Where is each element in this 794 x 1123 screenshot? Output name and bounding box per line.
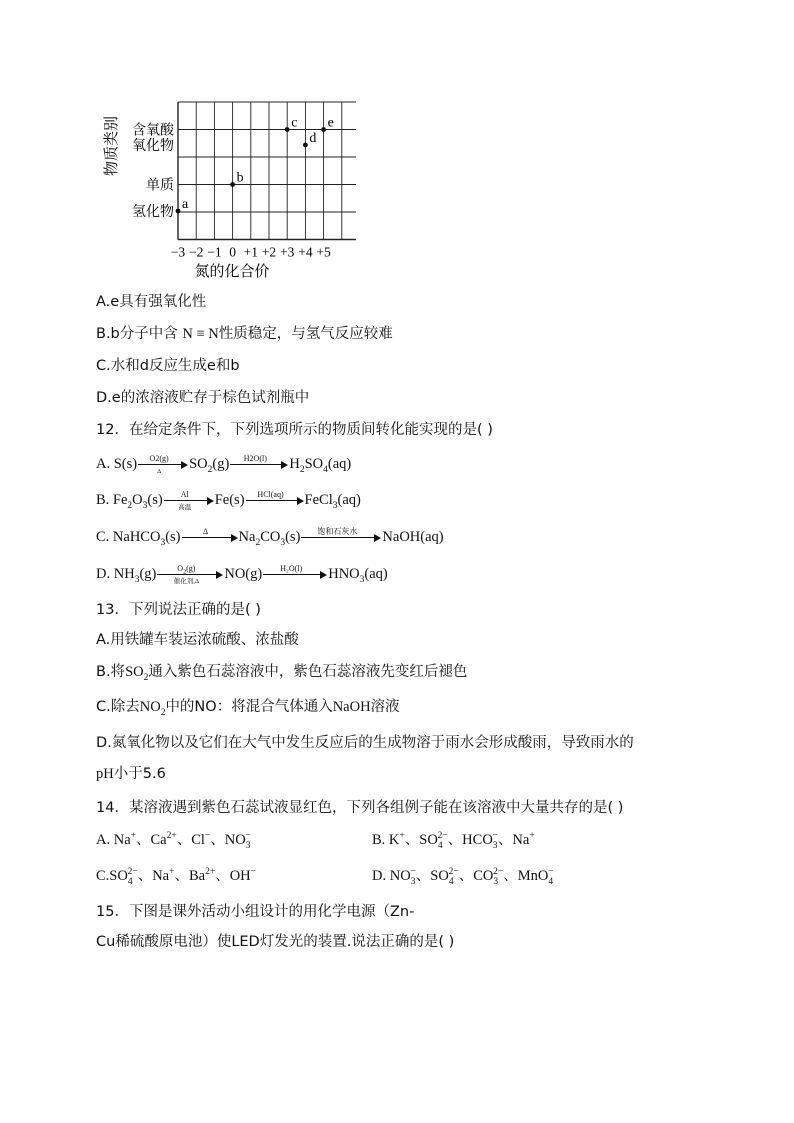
x-tick-label: +5	[316, 244, 331, 260]
valence-category-chart	[96, 88, 356, 288]
x-axis-title: 氮的化合价	[194, 264, 270, 280]
q13-option-d-line2: pH小于5.6	[96, 766, 166, 782]
q11-option-c: C.水和d反应生成e和b	[96, 358, 240, 374]
data-points	[176, 116, 334, 214]
q13-option-a: A.用铁罐车装运浓硫酸、浓盐酸	[96, 632, 299, 648]
q13-option-d-line1: D.氮氧化物以及它们在大气中发生反应后的生成物溶于雨水会形成酸雨，导致雨水的	[96, 735, 634, 751]
q14-option-a: A. Na+、$Ca^{2+}$、Cl−、$NO_3^-$	[96, 831, 251, 851]
data-point-label-e: e	[327, 115, 334, 131]
q14-option-d: D. $NO_3^-$、$SO_4^{2-}$、$CO_3^{2-}$、MnO$_4$−	[372, 867, 554, 887]
y-category-label: 氧化物	[132, 139, 174, 154]
data-point-label-a: a	[182, 197, 189, 212]
y-category-label: 氢化物	[132, 205, 174, 220]
y-category-label: 含氧酸	[132, 123, 174, 139]
x-tick-label: +1	[243, 244, 258, 260]
x-tick-label: −2	[189, 244, 204, 260]
q15-stem-line2: Cu稀硫酸原电池）使LED灯发光的装置.说法正确的是( )	[96, 934, 455, 950]
q11-option-d: D.e的浓溶液贮存于棕色试剂瓶中	[96, 390, 310, 406]
y-axis-title: 物质类别	[104, 115, 120, 177]
data-point-a	[176, 209, 181, 214]
data-point-label-d: d	[309, 131, 317, 146]
x-tick-label: 0	[229, 244, 236, 260]
q12-option-a: A. S(s) O2(g) Δ $SO_2(g)$ H2O(l) $H_2SO_4(aq)$	[96, 453, 352, 475]
q11-option-a: A.e具有强氧化性	[96, 294, 207, 310]
x-tick-label: +4	[298, 244, 313, 260]
q12-option-c: C. NaHCO$_3$(s) Δ $Na_2CO_3(s)$ 饱和石灰水 NaOH(aq)	[96, 526, 444, 548]
x-tick-label: −1	[207, 244, 222, 260]
data-point-label-c: c	[291, 115, 298, 131]
y-category-label: 单质	[146, 178, 174, 194]
x-tick-label: +2	[261, 244, 277, 260]
q11-b-post: 性质稳定，与氢气反应较难	[218, 326, 393, 342]
q14-stem: 14．某溶液遇到紫色石蕊试液显红色，下列各组例子能在该溶液中大量共存的是( )	[96, 800, 624, 816]
x-tick-label: +3	[280, 244, 295, 260]
data-point-d	[303, 143, 308, 148]
q15-stem-line1: 15．下图是课外活动小组设计的用化学电源（Zn-	[96, 904, 415, 920]
q14-option-c: $C.SO_4^{2-}$、Na+、$Ba^{2+}$、OH−	[96, 867, 257, 887]
q13-option-b: B.将$SO_2$通入紫色石蕊溶液中，紫色石蕊溶液先变红后褪色	[96, 664, 468, 683]
q12-option-d: D. $NH_3(g)$ $O_2(g)$ 催化剂,Δ NO(g) H₂O(l) $HNO_3(aq)$	[96, 563, 388, 585]
q11-option-b	[96, 324, 393, 344]
data-point-label-b: b	[236, 170, 244, 186]
q13-stem: 13．下列说法正确的是( )	[96, 602, 261, 618]
q13-option-c: C.除去$NO_2$中的NO：将混合气体通入NaOH溶液	[96, 699, 400, 718]
data-point-e	[321, 127, 326, 132]
q12-stem: 12．在给定条件下，下列选项所示的物质间转化能实现的是( )	[96, 422, 493, 438]
q11-b-pre: B.b分子中含	[96, 326, 183, 342]
y-category-labels	[132, 123, 175, 221]
q11-b-formula: N ≡ N	[182, 326, 219, 342]
q12-option-b: B. $Fe_2O_3(s)$ Al 高温 Fe(s) HCl(aq) FeCl$_3$(aq)	[96, 489, 361, 511]
data-point-b	[230, 182, 235, 187]
x-tick-labels	[171, 245, 331, 260]
x-tick-label: −3	[170, 244, 186, 260]
q14-option-b: B. K+、$SO_4^{2-}$、$HCO_3^-$、Na+	[372, 831, 535, 851]
data-point-c	[285, 127, 290, 132]
